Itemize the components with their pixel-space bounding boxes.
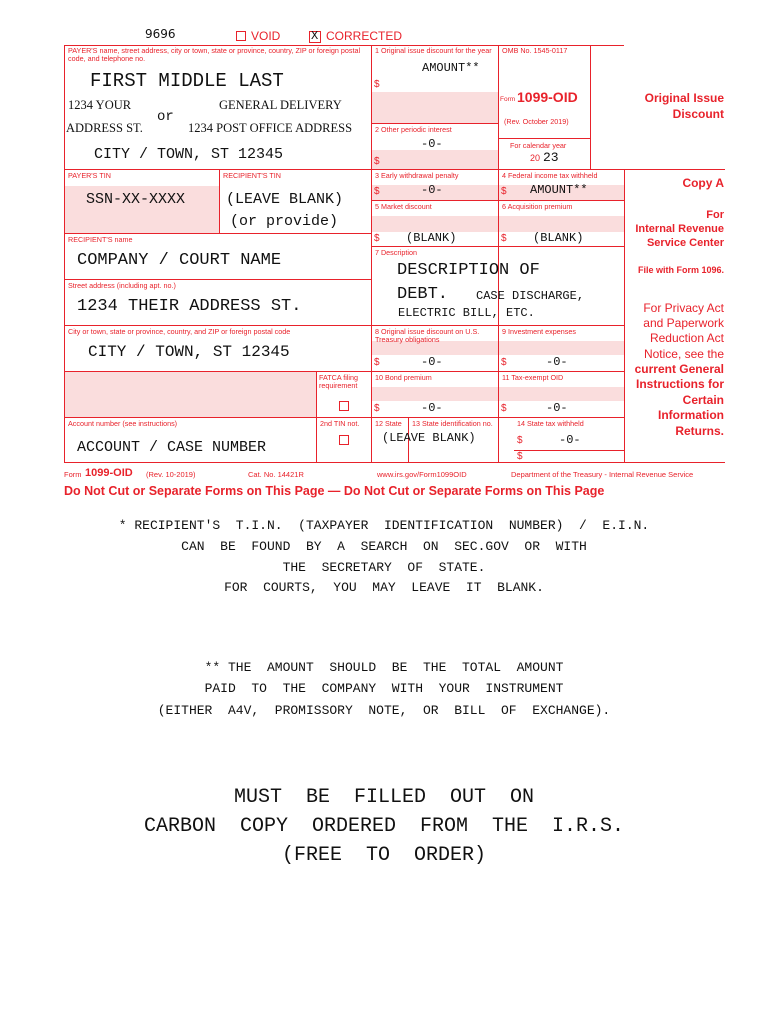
box13-value[interactable]: (LEAVE BLANK) bbox=[382, 431, 476, 445]
recipient-tin-label: RECIPIENT'S TIN bbox=[223, 171, 281, 180]
blank-row-shade bbox=[65, 372, 316, 417]
box1-label: 1 Original issue discount for the year bbox=[375, 46, 492, 55]
box8-label: 8 Original issue discount on U.S. Treasury obligations bbox=[375, 327, 480, 344]
box1-dollar: $ bbox=[374, 79, 380, 90]
side-irs2: Service Center bbox=[646, 237, 724, 249]
box14-label: 14 State tax withheld bbox=[517, 419, 584, 428]
box11-value[interactable]: -0- bbox=[546, 401, 568, 415]
form-revision: (Rev. October 2019) bbox=[504, 117, 569, 126]
box3-dollar: $ bbox=[374, 186, 380, 197]
street-label: Street address (including apt. no.) bbox=[68, 281, 176, 290]
handwritten-number: 9696 bbox=[145, 27, 176, 41]
note2-line2: PAID TO THE COMPANY WITH YOUR INSTRUMENT bbox=[204, 681, 564, 696]
box2-label: 2 Other periodic interest bbox=[375, 125, 452, 134]
box3-value[interactable]: -0- bbox=[421, 183, 443, 197]
box9-dollar: $ bbox=[501, 357, 507, 368]
box10-label: 10 Bond premium bbox=[375, 373, 432, 382]
title-line2: Discount bbox=[672, 107, 724, 121]
void-checkbox[interactable] bbox=[236, 31, 246, 41]
box12-label: 12 State bbox=[375, 419, 402, 428]
side-privacy6: Instructions for bbox=[635, 377, 724, 391]
second-tin-checkbox[interactable] bbox=[339, 435, 349, 445]
box8-dollar: $ bbox=[374, 357, 380, 368]
box5-label: 5 Market discount bbox=[375, 202, 432, 211]
recipient-tin-value[interactable]: (LEAVE BLANK) bbox=[226, 191, 344, 208]
side-privacy9: Returns. bbox=[675, 424, 724, 438]
corrected-check-mark: X bbox=[311, 29, 319, 43]
side-privacy3: Reduction Act bbox=[649, 331, 724, 345]
box5-shade bbox=[372, 216, 498, 232]
payer-po-address[interactable]: 1234 POST OFFICE ADDRESS bbox=[188, 121, 353, 135]
note1-line3: THE SECRETARY OF STATE. bbox=[282, 560, 486, 575]
fatca-label: FATCA filing requirement bbox=[319, 373, 359, 390]
account-label: Account number (see instructions) bbox=[68, 419, 178, 428]
box7-line3[interactable]: ELECTRIC BILL, ETC. bbox=[398, 306, 535, 320]
box10-dollar: $ bbox=[374, 403, 380, 414]
payer-address-line2[interactable]: ADDRESS ST. bbox=[66, 121, 143, 135]
note2-line3: (EITHER A4V, PROMISSORY NOTE, OR BILL OF EXCHANGE). bbox=[157, 703, 611, 718]
recipient-name-value[interactable]: COMPANY / COURT NAME bbox=[77, 251, 282, 270]
payer-tin-label: PAYER'S TIN bbox=[68, 171, 111, 180]
recipient-tin-note[interactable]: (or provide) bbox=[230, 213, 339, 230]
note1-line2: CAN BE FOUND BY A SEARCH ON SEC.GOV OR WITH bbox=[181, 539, 587, 554]
footer-cat: Cat. No. 14421R bbox=[248, 470, 304, 479]
second-tin-label: 2nd TIN not. bbox=[320, 419, 360, 428]
footer-rev: (Rev. 10-2019) bbox=[146, 470, 196, 479]
footer-form-label: Form bbox=[64, 470, 82, 479]
note1-line1: * RECIPIENT'S T.I.N. (TAXPAYER IDENTIFICATION NUMBER) / E.I.N. bbox=[118, 518, 650, 533]
box9-label: 9 Investment expenses bbox=[502, 327, 576, 336]
side-file-with: File with Form 1096. bbox=[637, 265, 724, 275]
side-privacy5: current General bbox=[634, 362, 724, 376]
box7-line2[interactable]: DEBT. bbox=[397, 285, 449, 304]
box7-line2b[interactable]: CASE DISCHARGE, bbox=[476, 289, 585, 303]
box4-dollar: $ bbox=[501, 186, 507, 197]
form-prefix: Form bbox=[500, 96, 516, 103]
box11-label: 11 Tax-exempt OID bbox=[502, 373, 564, 382]
year-suffix[interactable]: 23 bbox=[543, 150, 559, 165]
payer-general-delivery[interactable]: GENERAL DELIVERY bbox=[219, 98, 342, 112]
box14-value[interactable]: -0- bbox=[559, 433, 581, 447]
city-label: City or town, state or province, country, and ZIP or foreign postal code bbox=[68, 327, 291, 336]
box8-value[interactable]: -0- bbox=[421, 355, 443, 369]
box4-label: 4 Federal income tax withheld bbox=[502, 171, 598, 180]
box7-label: 7 Description bbox=[375, 248, 417, 257]
note1-line4: FOR COURTS, YOU MAY LEAVE IT BLANK. bbox=[224, 580, 544, 595]
box6-shade bbox=[499, 216, 624, 232]
side-for: For bbox=[706, 209, 724, 221]
box13-label: 13 State identification no. bbox=[412, 419, 493, 428]
box11-shade bbox=[499, 387, 624, 401]
box9-value[interactable]: -0- bbox=[546, 355, 568, 369]
side-privacy1: For Privacy Act bbox=[643, 301, 724, 315]
side-privacy2: and Paperwork bbox=[643, 316, 724, 330]
copy-a: Copy A bbox=[682, 176, 724, 190]
side-irs1: Internal Revenue bbox=[635, 223, 724, 235]
footer-form-name: 1099-OID bbox=[85, 467, 133, 479]
box2-shade bbox=[372, 150, 498, 169]
box2-dollar: $ bbox=[374, 156, 380, 167]
payer-label: PAYER'S name, street address, city or town, state or province, country, ZIP or foreign postal code, and telephone no. bbox=[68, 46, 361, 63]
year-prefix: 20 bbox=[530, 153, 541, 163]
box1-shade bbox=[372, 92, 498, 123]
payer-city[interactable]: CITY / TOWN, ST 12345 bbox=[94, 146, 284, 163]
note3-line3: (FREE TO ORDER) bbox=[281, 844, 487, 867]
corrected-checkbox[interactable] bbox=[309, 31, 321, 43]
note3-line2: CARBON COPY ORDERED FROM THE I.R.S. bbox=[143, 815, 625, 838]
footer-dept: Department of the Treasury - Internal Revenue Service bbox=[511, 470, 694, 479]
payer-address-line1[interactable]: 1234 YOUR bbox=[68, 98, 132, 112]
form-name: 1099-OID bbox=[517, 89, 578, 105]
calendar-year-label: For calendar year bbox=[510, 141, 567, 150]
box11-dollar: $ bbox=[501, 403, 507, 414]
note3-line1: MUST BE FILLED OUT ON bbox=[233, 786, 535, 809]
payer-or: or bbox=[157, 109, 174, 125]
box6-label: 6 Acquisition premium bbox=[502, 202, 573, 211]
recipient-name-label: RECIPIENT'S name bbox=[68, 235, 133, 244]
account-value[interactable]: ACCOUNT / CASE NUMBER bbox=[77, 439, 267, 456]
payer-tin-value[interactable]: SSN-XX-XXXX bbox=[86, 191, 186, 208]
side-privacy8: Information bbox=[658, 408, 724, 422]
box2-value[interactable]: -0- bbox=[421, 137, 443, 151]
box9-shade bbox=[499, 341, 624, 355]
side-privacy4: Notice, see the bbox=[643, 347, 724, 361]
box6-value[interactable]: (BLANK) bbox=[533, 231, 584, 245]
box7-line1[interactable]: DESCRIPTION OF bbox=[397, 261, 540, 280]
footer-warning: Do Not Cut or Separate Forms on This Page — Do Not Cut or Separate Forms on This Page bbox=[64, 484, 605, 498]
box14-dollar-2: $ bbox=[517, 451, 523, 462]
box3-label: 3 Early withdrawal penalty bbox=[375, 171, 459, 180]
street-value[interactable]: 1234 THEIR ADDRESS ST. bbox=[77, 297, 302, 316]
city-value[interactable]: CITY / TOWN, ST 12345 bbox=[88, 343, 290, 361]
box1-value[interactable]: AMOUNT** bbox=[422, 61, 480, 75]
box14-dollar: $ bbox=[517, 435, 523, 446]
note2-line1: ** THE AMOUNT SHOULD BE THE TOTAL AMOUNT bbox=[204, 660, 564, 675]
box6-dollar: $ bbox=[501, 233, 507, 244]
side-privacy7: Certain bbox=[682, 393, 724, 407]
box5-dollar: $ bbox=[374, 233, 380, 244]
payer-name[interactable]: FIRST MIDDLE LAST bbox=[90, 70, 284, 92]
corrected-label: CORRECTED bbox=[326, 29, 403, 43]
box4-value[interactable]: AMOUNT** bbox=[530, 183, 588, 197]
omb-number: OMB No. 1545-0117 bbox=[502, 46, 568, 55]
fatca-checkbox[interactable] bbox=[339, 401, 349, 411]
box5-value[interactable]: (BLANK) bbox=[406, 231, 457, 245]
void-label: VOID bbox=[251, 29, 281, 43]
footer-url: www.irs.gov/Form1099OID bbox=[377, 470, 467, 479]
box10-shade bbox=[372, 387, 498, 401]
title-line1: Original Issue bbox=[644, 91, 724, 105]
box10-value[interactable]: -0- bbox=[421, 401, 443, 415]
